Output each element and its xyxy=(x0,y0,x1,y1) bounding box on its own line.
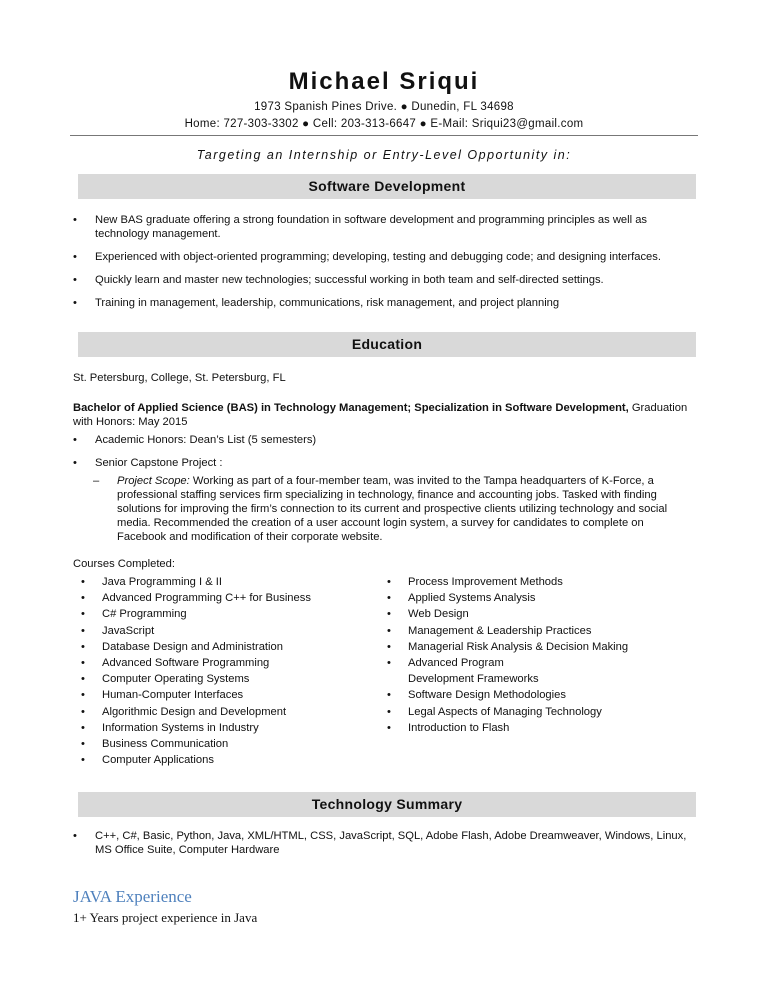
degree-title: Bachelor of Applied Science (BAS) in Technology Management; Specialization in Software Development, xyxy=(73,402,629,414)
list-item: • Computer Applications xyxy=(75,752,375,768)
list-item: • Computer Operating Systems xyxy=(75,671,375,687)
section-heading-education: Education xyxy=(78,332,696,357)
list-item: • Introduction to Flash xyxy=(381,720,641,736)
software-bullet-list xyxy=(73,213,701,319)
list-item: • Human-Computer Interfaces xyxy=(75,687,375,703)
list-item: • Software Design Methodologies xyxy=(381,687,641,703)
list-item: • Advanced Software Programming xyxy=(75,655,375,671)
list-item: • Web Design xyxy=(381,606,641,622)
scope-text: Working as part of a four-member team, was invited to the Tampa headquarters of K-Force, a professional staffing services firm specializing in technology, finance and accounting jobs. Tasked with finding solutions for improving the firm’s connection to its current and prospective clients utilizing technology and social media. Recommended the creation of a user account login system, a survey for candidates to complete on Facebook and modification of their corporate website. xyxy=(117,475,668,543)
list-item: • Process Improvement Methods xyxy=(381,574,641,590)
list-item: • Advanced Program Development Frameworks xyxy=(381,655,571,687)
list-item: • Academic Honors: Dean’s List (5 semesters) xyxy=(73,433,701,447)
contact-line: Home: 727-303-3302 ● Cell: 203-313-6647 ● E-Mail: Sriqui23@gmail.com xyxy=(184,118,584,130)
list-item: • Managerial Risk Analysis & Decision Making xyxy=(381,639,641,655)
target-line: Targeting an Internship or Entry-Level Opportunity in: xyxy=(196,148,572,162)
list-item: • Business Communication xyxy=(75,736,375,752)
education-bullet-list xyxy=(73,433,701,479)
list-item: • C++, C#, Basic, Python, Java, XML/HTML, CSS, JavaScript, SQL, Adobe Flash, Adobe Dreamweaver, Windows, Linux, MS Office Suite, Computer Hardware xyxy=(73,829,701,857)
list-item: • Quickly learn and master new technologies; successful working in both team and self-directed settings. xyxy=(73,273,701,287)
list-item: • Experienced with object-oriented programming; developing, testing and debugging code; and designing interfaces. xyxy=(73,250,701,264)
list-item: • Java Programming I & II xyxy=(75,574,375,590)
technology-bullet-list xyxy=(73,829,701,866)
section-heading-software: Software Development xyxy=(78,174,696,199)
scope-label: Project Scope: xyxy=(117,475,190,487)
degree xyxy=(73,401,703,429)
java-experience-heading: JAVA Experience xyxy=(73,887,192,906)
degree-graduation: Graduation with Honors: May 2015 xyxy=(73,402,688,428)
school-name: St. Petersburg, College, St. Petersburg, FL xyxy=(73,372,286,384)
list-item: • Database Design and Administration xyxy=(75,639,375,655)
list-item: • Legal Aspects of Managing Technology xyxy=(381,704,641,720)
header-divider xyxy=(70,135,698,136)
courses-list-right xyxy=(381,574,641,736)
list-item: • Information Systems in Industry xyxy=(75,720,375,736)
courses-label: Courses Completed: xyxy=(73,558,175,570)
candidate-name: Michael Sriqui xyxy=(288,68,480,95)
list-item: • Training in management, leadership, communications, risk management, and project planning xyxy=(73,296,701,310)
list-item: • Senior Capstone Project : xyxy=(73,456,701,470)
java-experience-line: 1+ Years project experience in Java xyxy=(73,910,258,925)
list-item: • C# Programming xyxy=(75,606,375,622)
address-line: 1973 Spanish Pines Drive. ● Dunedin, FL 34698 xyxy=(254,101,514,113)
list-item: • New BAS graduate offering a strong foundation in software development and programming principles as well as technology management. xyxy=(73,213,701,241)
list-item: • Management & Leadership Practices xyxy=(381,623,641,639)
scope-dash: – xyxy=(93,475,100,487)
list-item: • JavaScript xyxy=(75,623,375,639)
list-item: • Advanced Programming C++ for Business xyxy=(75,590,375,606)
list-item: • Algorithmic Design and Development xyxy=(75,704,375,720)
section-heading-technology: Technology Summary xyxy=(78,792,696,817)
courses-list-left xyxy=(75,574,375,768)
list-item: • Applied Systems Analysis xyxy=(381,590,641,606)
project-scope xyxy=(93,474,693,544)
